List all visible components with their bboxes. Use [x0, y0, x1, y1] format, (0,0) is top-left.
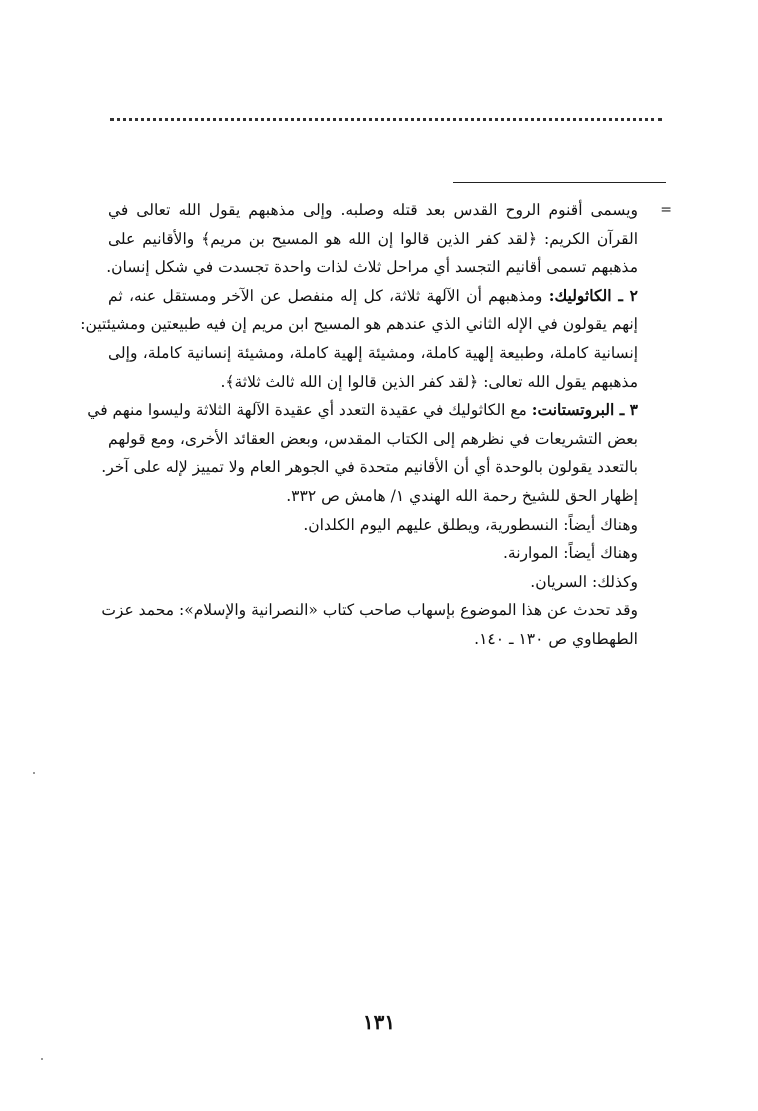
text-line: بعض التشريعات في نظرهم إلى الكتاب المقدس، وبعض العقائد الأخرى، ومع قولهم [108, 429, 638, 448]
footnote-separator [453, 182, 666, 183]
text-line: إنهم يقولون في الإله الثاني الذي عندهم هو المسيح ابن مريم إن فيه طبيعتين ومشيئتين: [80, 315, 638, 334]
text-line: وقد تحدث عن هذا الموضوع بإسهاب صاحب كتاب «النصرانية والإسلام»: محمد عزت [101, 601, 638, 620]
text-line: إنسانية كاملة، وطبيعة إلهية كاملة، ومشيئة إلهية كاملة، ومشيئة إنسانية كاملة، وإلى [108, 343, 638, 362]
text-line: وهناك أيضاً: الموارنة. [502, 544, 638, 563]
section-heading-catholics: ٢ ـ الكاثوليك: [548, 285, 638, 305]
text-line [87, 396, 638, 425]
scan-speck [41, 1058, 43, 1060]
text-line: ويسمى أقنوم الروح القدس بعد قتله وصلبه. وإلى مذهبهم يقول الله تعالى في [108, 201, 638, 219]
text-line: مذهبهم يقول الله تعالى: ﴿لقد كفر الذين قالوا إن الله ثالث ثلاثة﴾. [220, 372, 638, 391]
page-number: ١٣١ [362, 1010, 396, 1034]
text-run: ومذهبهم أن الآلهة ثلاثة، كل إله منفصل عن الآخر ومستقل عنه، ثم [108, 286, 549, 305]
text-line: القرآن الكريم: ﴿لقد كفر الذين قالوا إن الله هو المسيح بن مريم﴾ والأقانيم على [108, 229, 638, 248]
text-line [108, 282, 638, 311]
footnote-text [80, 196, 638, 654]
header-dotted-rule [110, 118, 662, 121]
scan-speck [33, 772, 35, 774]
text-line: مذهبهم تسمى أقانيم التجسد أي مراحل ثلاث لذات واحدة تجسدت في شكل إنسان. [106, 258, 638, 277]
text-line: الطهطاوي ص ١٣٠ ـ ١٤٠. [474, 629, 638, 648]
section-heading-protestants: ٣ ـ البروتستانت: [531, 400, 638, 420]
text-line: بالتعدد يقولون بالوحدة أي أن الأقانيم متحدة في الجوهر العام ولا تمييز لإله على آخر. [101, 458, 638, 477]
text-line: وكذلك: السريان. [530, 572, 638, 591]
text-run: مع الكاثوليك في عقيدة التعدد أي عقيدة الآلهة الثلاثة وليسوا منهم في [87, 401, 532, 420]
text-line: وهناك أيضاً: النسطورية، ويطلق عليهم اليوم الكلدان. [303, 515, 638, 534]
footnote-continuation-marker: = [660, 202, 672, 218]
citation-line: إظهار الحق للشيخ رحمة الله الهندي ١/ هامش ص ٣٣٢. [286, 486, 638, 505]
